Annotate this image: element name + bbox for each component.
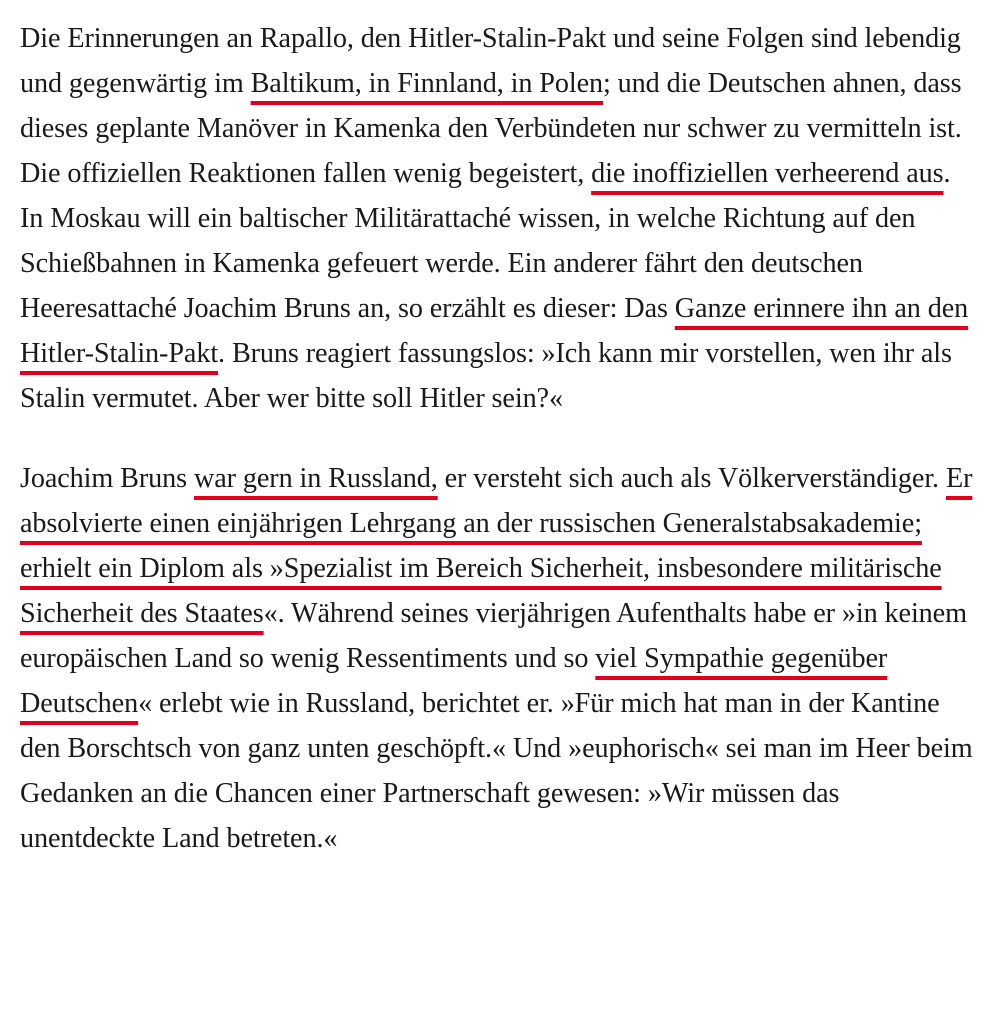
underlined-highlight: Baltikum, in Finnland, in Polen: [250, 68, 603, 99]
underlined-highlight: Ganze erinnere ihn an den Hitler-Stalin-Pakt: [20, 293, 969, 369]
underlined-highlight: Er absolvierte einen einjährigen Lehrgang an der russischen Generalstabsakademie; erhielt ein Diplom als »Spezialist im Bereich Sicherheit, insbesondere militärische Sicherheit des Staates: [20, 463, 973, 629]
text-segment: ; und die Deutschen ahnen, dass dieses geplante Manöver in Kamenka den Verbündeten nur schwer zu vermitteln ist. Die offiziellen Reaktionen fallen wenig begeistert,: [20, 68, 962, 189]
text-segment: Die Erinnerungen an Rapallo, den Hitler-Stalin-Pakt und seine Folgen sind lebendig und gegenwärtig im: [20, 23, 961, 99]
text-segment: «. Während seines vierjährigen Aufenthalts habe er »in keinem europäischen Land so wenig Ressentiments und so: [20, 598, 967, 674]
text-segment: . In Moskau will ein baltischer Militärattaché wissen, in welche Richtung auf den Schießbahnen in Kamenka gefeuert werde. Ein anderer fährt den deutschen Heeresattaché Joachim Bruns an, so erzählt es dieser: Das: [20, 158, 951, 324]
paragraph-2: [20, 456, 980, 861]
text-segment: « erlebt wie in Russland, berichtet er. »Für mich hat man in der Kantine den Borschtsch von ganz unten geschöpft.« Und »euphorisch« sei man im Heer beim Gedanken an die Chancen einer Partnerschaft gewesen: »Wir müssen das unentdeckte Land betreten.«: [20, 688, 973, 854]
underlined-highlight: war gern in Russland,: [193, 463, 438, 494]
underlined-highlight: die inoffiziellen verheerend aus: [591, 158, 944, 189]
text-segment: Joachim Bruns: [20, 463, 194, 494]
article-body: [20, 16, 980, 896]
paragraph-1: [20, 16, 980, 421]
underlined-highlight: viel Sympathie gegenüber Deutschen: [20, 643, 888, 719]
text-segment: . Bruns reagiert fassungslos: »Ich kann mir vorstellen, wen ihr als Stalin vermutet. Aber wer bitte soll Hitler sein?«: [20, 338, 952, 414]
text-segment: er versteht sich auch als Völkerverständiger.: [437, 463, 946, 494]
